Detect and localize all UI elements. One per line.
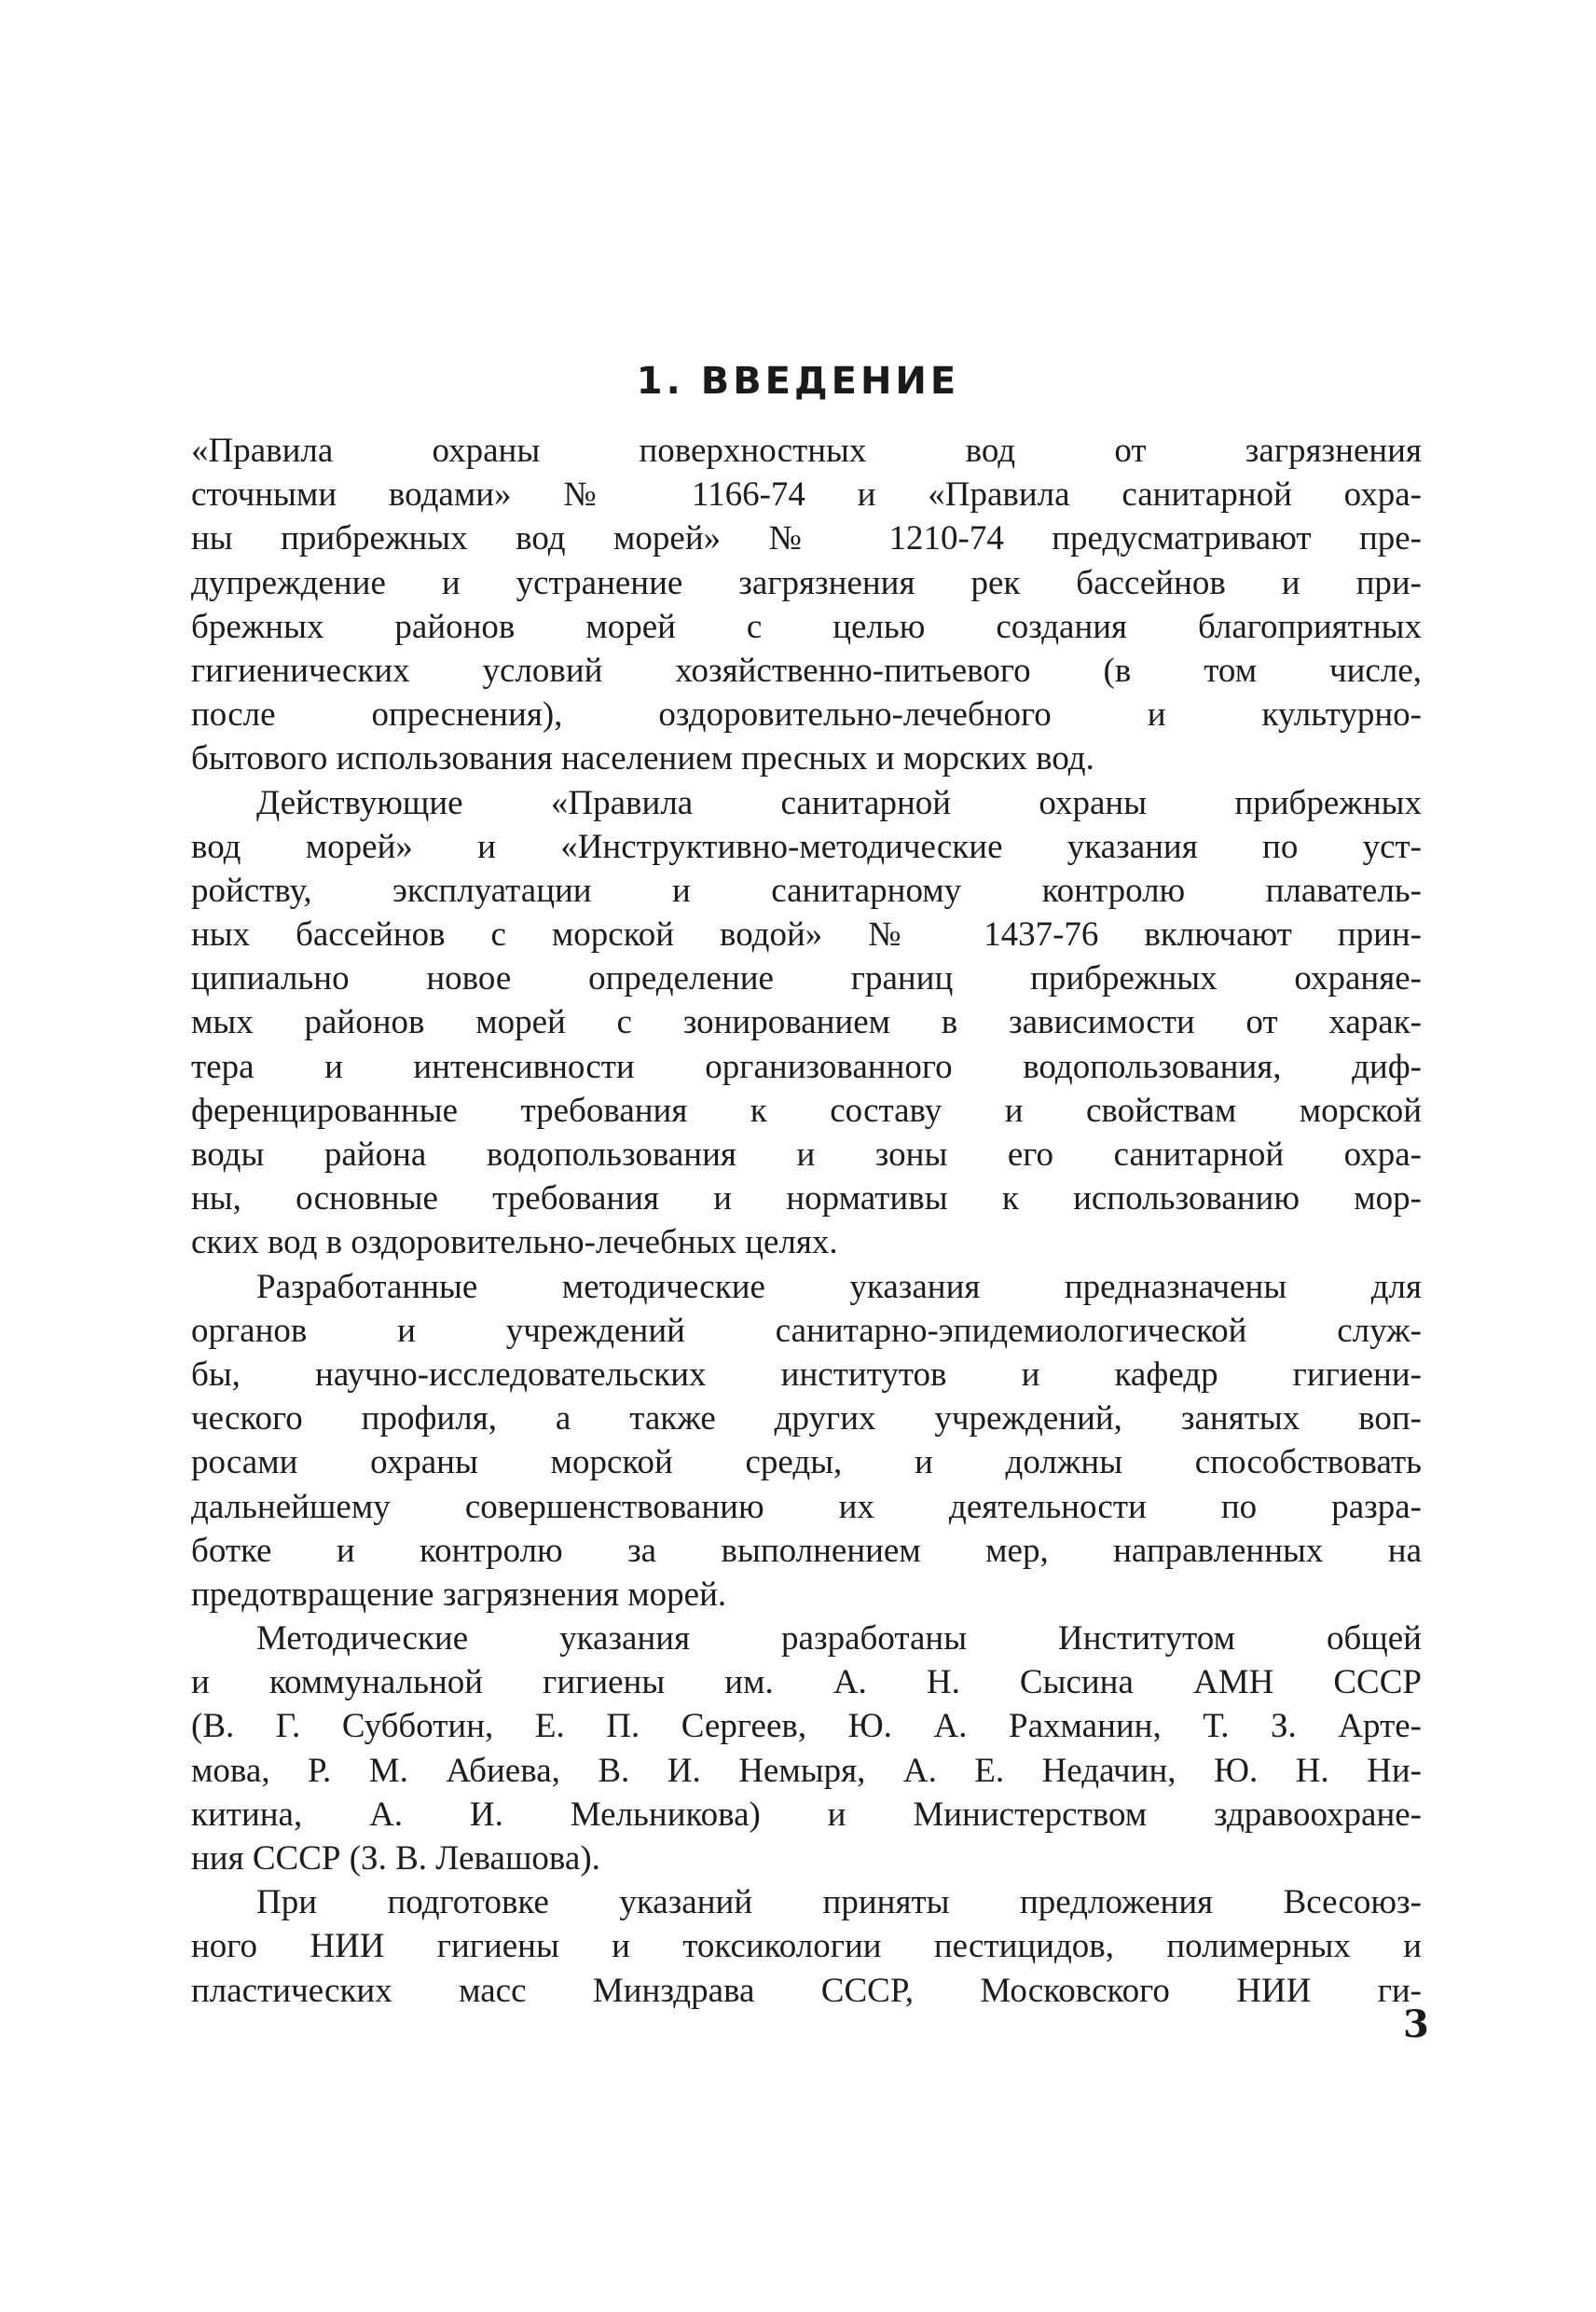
- text-line: ческого профиля, а также других учреждений, занятых воп-: [191, 1399, 1422, 1438]
- body-text: [191, 429, 1422, 2013]
- text-line: ны прибрежных вод морей» № 1210-74 предусматривают пре-: [191, 519, 1422, 558]
- text-line: мова, Р. М. Абиева, В. И. Немыря, А. Е. Недачин, Ю. Н. Ни-: [191, 1751, 1422, 1790]
- text-line: органов и учреждений санитарно-эпидемиологической служ-: [191, 1311, 1422, 1350]
- paragraph: [191, 781, 1422, 1265]
- text-line: гигиенических условий хозяйственно-питьевого (в том числе,: [191, 651, 1422, 690]
- text-line: мых районов морей с зонированием в зависимости от харак-: [191, 1003, 1422, 1042]
- text-line: ройству, эксплуатации и санитарному контролю плаватель-: [191, 871, 1422, 910]
- text-line: пластических масс Минздрава СССР, Московского НИИ ги-: [191, 1971, 1422, 2010]
- text-line: дупреждение и устранение загрязнения рек бассейнов и при-: [191, 563, 1422, 602]
- text-line: предотвращение загрязнения морей.: [191, 1575, 727, 1614]
- text-line: воды района водопользования и зоны его санитарной охра-: [191, 1135, 1422, 1174]
- text-line: При подготовке указаний приняты предложения Всесоюз-: [256, 1883, 1422, 1922]
- paragraph: [191, 1880, 1422, 2013]
- text-line: тера и интенсивности организованного водопользования, диф-: [191, 1047, 1422, 1086]
- text-line: после опреснения), оздоровительно-лечебного и культурно-: [191, 695, 1422, 735]
- text-line: ботке и контролю за выполнением мер, направленных на: [191, 1531, 1422, 1570]
- paragraph: [191, 1265, 1422, 1617]
- text-line: вод морей» и «Инструктивно-методические указания по уст-: [191, 827, 1422, 866]
- text-line: росами охраны морской среды, и должны способствовать: [191, 1443, 1422, 1482]
- text-line: ного НИИ гигиены и токсикологии пестицидов, полимерных и: [191, 1927, 1422, 1966]
- text-line: (В. Г. Субботин, Е. П. Сергеев, Ю. А. Рахманин, Т. З. Арте-: [191, 1707, 1422, 1746]
- text-line: ны, основные требования и нормативы к использованию мор-: [191, 1179, 1422, 1218]
- text-line: ных бассейнов с морской водой» № 1437-76 включают прин-: [191, 915, 1422, 955]
- text-line: ципиально новое определение границ прибрежных охраняе-: [191, 959, 1422, 998]
- text-line: Разработанные методические указания предназначены для: [256, 1267, 1422, 1306]
- text-line: брежных районов морей с целью создания благоприятных: [191, 607, 1422, 646]
- text-line: бытового использования населением пресных и морских вод.: [191, 739, 1094, 778]
- paragraph: [191, 1617, 1422, 1880]
- text-line: китина, А. И. Мельникова) и Министерством здравоохране-: [191, 1795, 1422, 1834]
- text-line: ния СССР (З. В. Левашова).: [191, 1839, 600, 1878]
- text-line: «Правила охраны поверхностных вод от загрязнения: [191, 432, 1422, 470]
- paragraph: [191, 429, 1422, 781]
- text-line: Действующие «Правила санитарной охраны прибрежных: [256, 783, 1422, 822]
- text-line: Методические указания разработаны Институтом общей: [256, 1619, 1422, 1658]
- section-heading: 1. ВВЕДЕНИЕ: [636, 360, 960, 403]
- text-line: дальнейшему совершенствованию их деятельности по разра-: [191, 1487, 1422, 1526]
- text-line: ских вод в оздоровительно-лечебных целях.: [191, 1223, 838, 1262]
- text-line: бы, научно-исследовательских институтов и кафедр гигиени-: [191, 1355, 1422, 1394]
- text-line: ференцированные требования к составу и свойствам морской: [191, 1091, 1422, 1130]
- page-number: 3: [1403, 2002, 1429, 2046]
- text-line: и коммунальной гигиены им. А. Н. Сысина АМН СССР: [191, 1663, 1422, 1702]
- text-line: сточными водами» № 1166-74 и «Правила санитарной охра-: [191, 475, 1422, 515]
